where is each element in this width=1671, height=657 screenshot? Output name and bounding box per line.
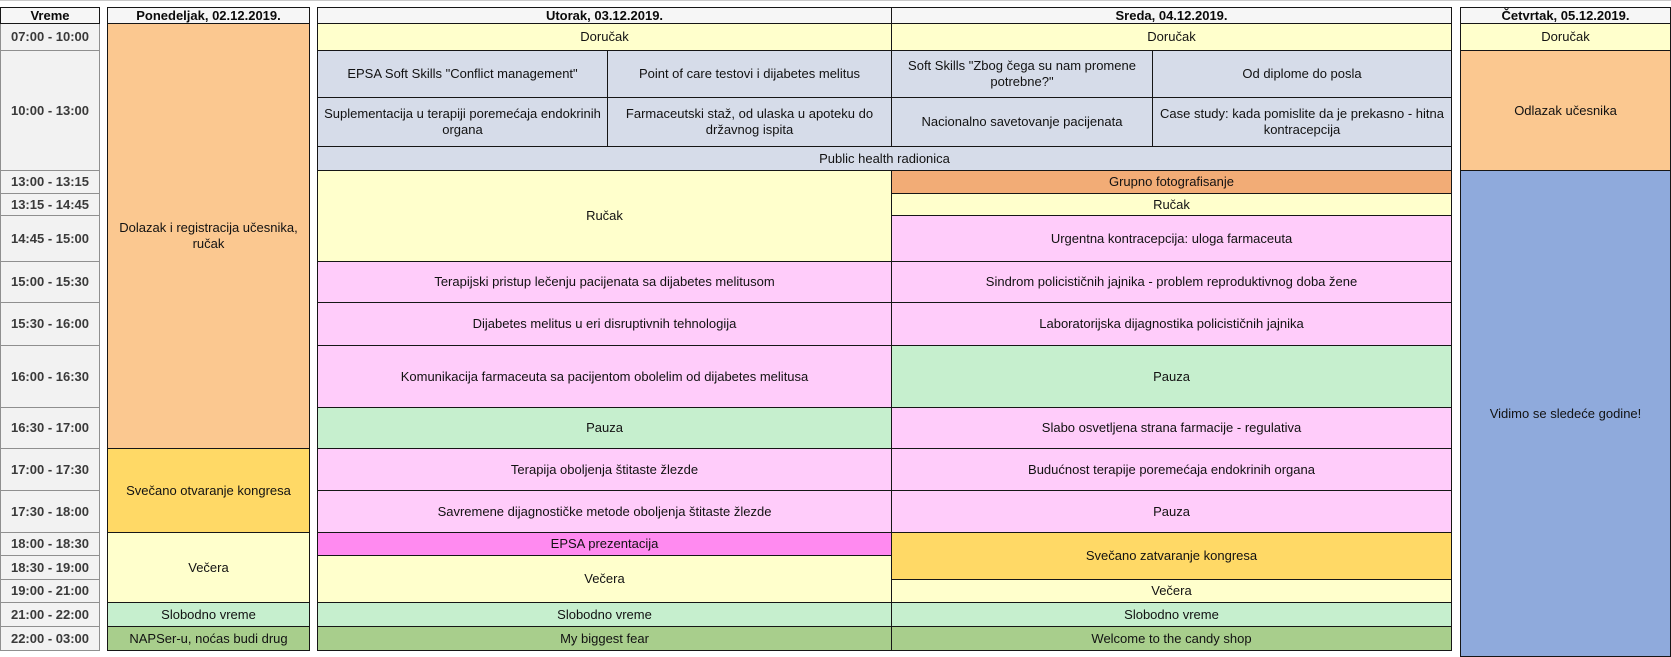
public-health-workshop-cell: Public health radionica (317, 147, 1452, 171)
time-1000-1300: 10:00 - 13:00 (0, 51, 100, 171)
tuesday-workshop-2a-cell: Suplementacija u terapiji poremećaja endokrinih organa (317, 98, 608, 147)
time-1830-1900: 18:30 - 19:00 (0, 556, 100, 580)
header-time: Vreme (0, 7, 100, 24)
tuesday-breakfast-cell: Doručak (317, 24, 892, 51)
time-1445-1500: 14:45 - 15:00 (0, 216, 100, 262)
monday-arrival-cell: Dolazak i registracija učesnika, ručak (107, 24, 310, 449)
time-1900-2100: 19:00 - 21:00 (0, 580, 100, 603)
tuesday-lecture-3-cell: Komunikacija farmaceuta sa pacijentom obolelim od dijabetes melitusa (317, 346, 892, 408)
wednesday-lunch-cell: Ručak (892, 194, 1452, 216)
wednesday-break-2-cell: Pauza (892, 491, 1452, 533)
wednesday-workshop-2b-cell: Case study: kada pomislite da je prekasno - hitna kontracepcija (1153, 98, 1452, 147)
wednesday-evening-cell: Welcome to the candy shop (892, 627, 1452, 651)
wednesday-lecture-4-cell: Slabo osvetljena strana farmacije - regulativa (892, 408, 1452, 449)
header-monday: Ponedeljak, 02.12.2019. (107, 7, 310, 24)
time-1800-1830: 18:00 - 18:30 (0, 533, 100, 556)
wednesday-break-1-cell: Pauza (892, 346, 1452, 408)
tuesday-evening-cell: My biggest fear (317, 627, 892, 651)
wednesday-lecture-3-cell: Laboratorijska dijagnostika policističnih jajnika (892, 303, 1452, 346)
tuesday-lecture-4-cell: Terapija oboljenja štitaste žlezde (317, 449, 892, 491)
time-1530-1600: 15:30 - 16:00 (0, 303, 100, 346)
tuesday-epsa-cell: EPSA prezentacija (317, 533, 892, 556)
wednesday-workshop-1b-cell: Od diplome do posla (1153, 51, 1452, 98)
tuesday-workshop-1b-cell: Point of care testovi i dijabetes melitus (608, 51, 892, 98)
tuesday-lunch-cell: Ručak (317, 171, 892, 262)
wednesday-closing-cell: Svečano zatvaranje kongresa (892, 533, 1452, 580)
thursday-breakfast-cell: Doručak (1460, 24, 1671, 51)
time-1300-1315: 13:00 - 13:15 (0, 171, 100, 194)
tuesday-lecture-5-cell: Savremene dijagnostičke metode oboljenja štitaste žlezde (317, 491, 892, 533)
monday-evening-cell: NAPSer-u, noćas budi drug (107, 627, 310, 651)
time-0700-1000: 07:00 - 10:00 (0, 24, 100, 51)
time-2100-2200: 21:00 - 22:00 (0, 603, 100, 627)
time-1600-1630: 16:00 - 16:30 (0, 346, 100, 408)
monday-opening-cell: Svečano otvaranje kongresa (107, 449, 310, 533)
time-2200-0300: 22:00 - 03:00 (0, 627, 100, 651)
wednesday-photo-cell: Grupno fotografisanje (892, 171, 1452, 194)
tuesday-lecture-1-cell: Terapijski pristup lečenju pacijenata sa dijabetes melitusom (317, 262, 892, 303)
time-1315-1445: 13:15 - 14:45 (0, 194, 100, 216)
monday-dinner-cell: Večera (107, 533, 310, 603)
time-1730-1800: 17:30 - 18:00 (0, 491, 100, 533)
header-wednesday: Sreda, 04.12.2019. (892, 7, 1452, 24)
tuesday-dinner-cell: Večera (317, 556, 892, 603)
wednesday-workshop-2a-cell: Nacionalno savetovanje pacijenata (892, 98, 1153, 147)
wednesday-free-time-cell: Slobodno vreme (892, 603, 1452, 627)
header-tuesday: Utorak, 03.12.2019. (317, 7, 892, 24)
tuesday-workshop-1a-cell: EPSA Soft Skills "Conflict management" (317, 51, 608, 98)
tuesday-workshop-2b-cell: Farmaceutski staž, od ulaska u apoteku do državnog ispita (608, 98, 892, 147)
wednesday-lecture-2-cell: Sindrom policističnih jajnika - problem reproduktivnog doba žene (892, 262, 1452, 303)
wednesday-breakfast-cell: Doručak (892, 24, 1452, 51)
thursday-departure-cell: Odlazak učesnika (1460, 51, 1671, 171)
wednesday-workshop-1a-cell: Soft Skills "Zbog čega su nam promene potrebne?" (892, 51, 1153, 98)
time-1630-1700: 16:30 - 17:00 (0, 408, 100, 449)
monday-free-time-cell: Slobodno vreme (107, 603, 310, 627)
header-thursday: Četvrtak, 05.12.2019. (1460, 7, 1671, 24)
wednesday-lecture-1-cell: Urgentna kontracepcija: uloga farmaceuta (892, 216, 1452, 262)
thursday-farewell-cell: Vidimo se sledeće godine! (1460, 171, 1671, 657)
wednesday-lecture-5-cell: Budućnost terapije poremećaja endokrinih organa (892, 449, 1452, 491)
time-1700-1730: 17:00 - 17:30 (0, 449, 100, 491)
tuesday-lecture-2-cell: Dijabetes melitus u eri disruptivnih tehnologija (317, 303, 892, 346)
tuesday-break-cell: Pauza (317, 408, 892, 449)
time-1500-1530: 15:00 - 15:30 (0, 262, 100, 303)
tuesday-free-time-cell: Slobodno vreme (317, 603, 892, 627)
wednesday-dinner-cell: Večera (892, 580, 1452, 603)
